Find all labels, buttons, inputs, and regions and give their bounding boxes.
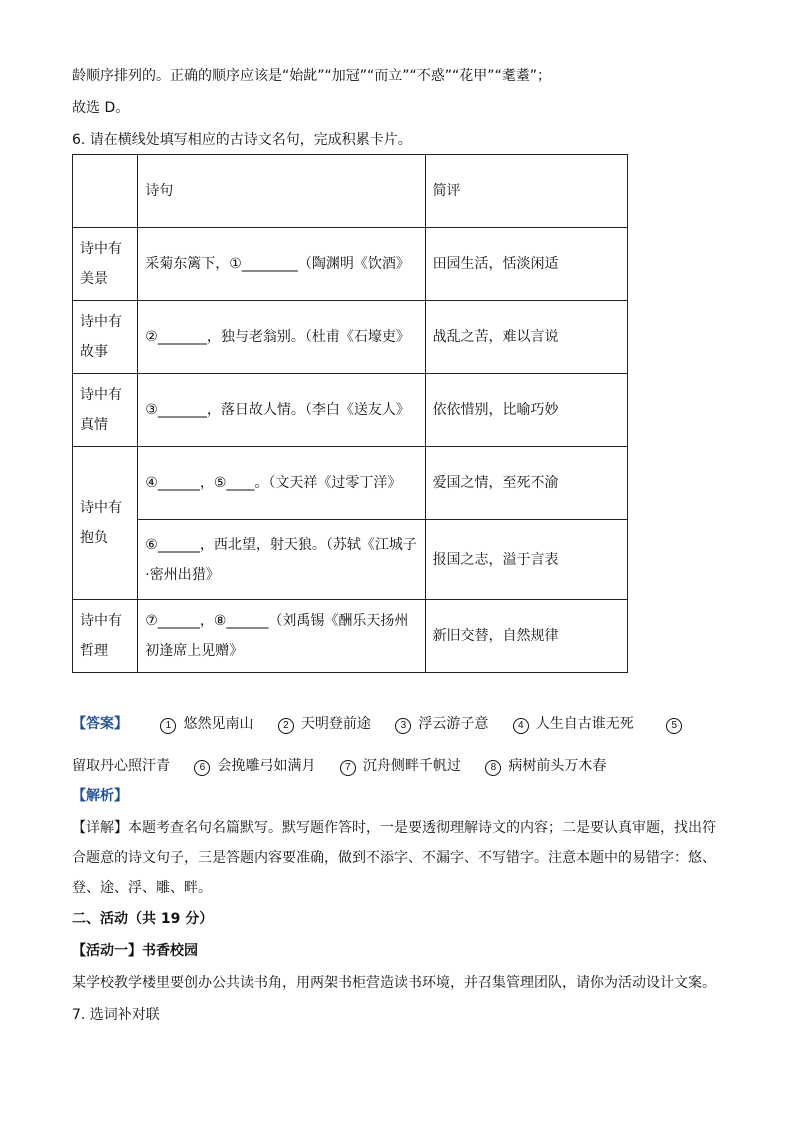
category-cell: 诗中有哲理 xyxy=(73,600,138,673)
number-badge: 5 xyxy=(666,718,682,734)
number-badge: 6 xyxy=(194,760,210,776)
analysis-label: 【解析】 xyxy=(72,788,128,804)
comment-cell: 新旧交替，自然规律 xyxy=(425,600,627,673)
answer-label: 【答案】 xyxy=(72,716,128,732)
category-cell: 诗中有抱负 xyxy=(73,447,138,600)
answer-block xyxy=(72,712,722,778)
poem-cell: ②_______，独与老翁别。（杜甫《石壕吏》 xyxy=(138,301,425,374)
section-2-title: 二、活动（共 19 分） xyxy=(72,911,214,927)
number-badge: 3 xyxy=(395,718,411,734)
poem-cell: ⑥______，西北望，射天狼。（苏轼《江城子·密州出猎》 xyxy=(138,520,425,600)
answer-item: 7 沉舟侧畔千帆过 xyxy=(340,758,461,774)
table-row xyxy=(73,374,628,447)
comment-cell: 依依惜别，比喻巧妙 xyxy=(425,374,627,447)
comment-cell: 战乱之苦，难以言说 xyxy=(425,301,627,374)
answer-item: 6 会挽雕弓如满月 xyxy=(194,758,315,774)
analysis-detail: 【详解】本题考查名句名篇默写。默写题作答时，一是要透彻理解诗文的内容；二是要认真审题，找出符合题意的诗文句子，三是答题内容要准确，做到不添字、不漏字、不写错字。注意本题中的易错字：悠、登、途、浮、雕、畔。 xyxy=(72,820,716,896)
answer-item: 4 人生自古谁无死 xyxy=(513,716,634,732)
table-row xyxy=(73,301,628,374)
category-cell: 诗中有故事 xyxy=(73,301,138,374)
answer-item: 8 病树前头万木春 xyxy=(485,758,606,774)
question-6: 6. 请在横线处填写相应的古诗文名句，完成积累卡片。 xyxy=(72,132,412,148)
number-badge: 4 xyxy=(513,718,529,734)
text-line-1: 龄顺序排列的。正确的顺序应该是“始龀”“加冠”“而立”“不惑”“花甲”“耄耋”； xyxy=(72,68,552,84)
accumulation-card-table xyxy=(72,154,628,673)
poem-cell: ⑦______，⑧______（刘禹锡《酬乐天扬州初逢席上见赠》 xyxy=(138,600,425,673)
poem-cell: ④______，⑤____。（文天祥《过零丁洋》 xyxy=(138,447,425,520)
text-line-2: 故选 D。 xyxy=(72,100,130,116)
comment-cell: 田园生活，恬淡闲适 xyxy=(425,228,627,301)
table-row xyxy=(73,520,628,600)
table-row xyxy=(73,447,628,520)
comment-cell: 报国之志，溢于言表 xyxy=(425,520,627,600)
number-badge: 8 xyxy=(485,760,501,776)
answer-item: 2 天明登前途 xyxy=(278,716,371,732)
header-cell: 诗句 xyxy=(138,155,425,228)
poem-cell: 采菊东篱下，①________（陶渊明《饮酒》 xyxy=(138,228,425,301)
header-cell: 简评 xyxy=(425,155,627,228)
poem-cell: ③_______，落日故人情。（李白《送友人》 xyxy=(138,374,425,447)
table-header-row xyxy=(73,155,628,228)
comment-cell: 爱国之情，至死不渝 xyxy=(425,447,627,520)
number-badge: 1 xyxy=(160,718,176,734)
number-badge: 7 xyxy=(340,760,356,776)
answer-item: 1 悠然见南山 xyxy=(160,716,253,732)
activity-intro: 某学校教学楼里要创办公共读书角，用两架书柜营造读书环境，并召集管理团队，请你为活动设计文案。 xyxy=(72,975,716,991)
question-7: 7. 选词补对联 xyxy=(72,1007,160,1023)
category-cell: 诗中有美景 xyxy=(73,228,138,301)
activity-1-title: 【活动一】书香校园 xyxy=(72,943,198,959)
table-row xyxy=(73,600,628,673)
table-row xyxy=(73,228,628,301)
number-badge: 2 xyxy=(278,718,294,734)
answer-item: 留取丹心照汗青 xyxy=(72,758,170,774)
header-cell xyxy=(73,155,138,228)
answer-item: 3 浮云游子意 xyxy=(395,716,488,732)
category-cell: 诗中有真情 xyxy=(73,374,138,447)
